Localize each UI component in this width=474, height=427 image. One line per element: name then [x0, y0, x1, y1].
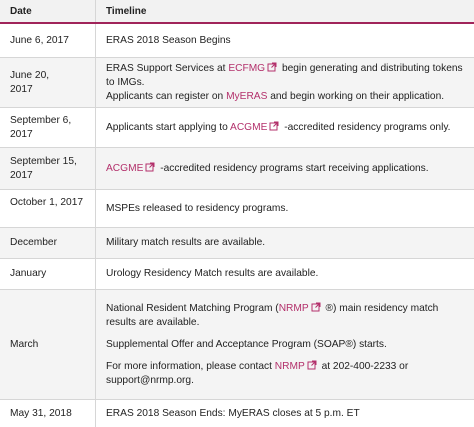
- event-paragraph: [106, 302, 466, 330]
- row-event: [96, 228, 474, 258]
- event-text: and begin working on their application.: [267, 90, 445, 102]
- table-row: [0, 190, 474, 228]
- row-date: October 1, 2017: [0, 190, 96, 227]
- event-text: ERAS Support Services at: [106, 62, 229, 74]
- table-row: [0, 24, 474, 58]
- event-paragraph: [106, 90, 466, 104]
- external-link-icon: [307, 360, 317, 370]
- date-line: 2017: [10, 83, 33, 95]
- timeline-column-header: Timeline: [106, 5, 147, 17]
- table-row: [0, 400, 474, 427]
- event-text: -accredited residency programs start receiving applications.: [157, 162, 429, 174]
- row-event: [96, 58, 474, 107]
- table-header: [0, 0, 474, 24]
- row-event: [96, 108, 474, 147]
- table-row: [0, 228, 474, 259]
- event-text: MSPEs released to residency programs.: [106, 202, 289, 214]
- event-text: ®) main residency match results are available.: [106, 302, 439, 328]
- external-link-icon: [311, 302, 321, 312]
- row-date: June 6, 2017: [0, 24, 96, 57]
- event-text: Applicants can register on: [106, 90, 227, 102]
- external-link-icon: [145, 162, 155, 172]
- external-link-icon: [269, 121, 279, 131]
- row-date: May 31, 2018: [0, 400, 96, 427]
- event-text: Supplemental Offer and Acceptance Program (SOAP®) starts.: [106, 338, 387, 350]
- event-text: begin generating and distributing tokens to IMGs.: [106, 62, 463, 88]
- table-row: [0, 259, 474, 290]
- date-line: September 15,: [10, 155, 77, 167]
- event-text: For more information, please contact: [106, 360, 275, 372]
- event-paragraph: [106, 62, 466, 90]
- date-column-header: Date: [0, 0, 96, 22]
- row-date: January: [0, 259, 96, 289]
- event-text: National Resident Matching Program (: [106, 302, 279, 314]
- event-paragraph: [106, 360, 466, 388]
- row-event: [96, 259, 474, 289]
- row-date: [0, 58, 96, 107]
- table-row: [0, 148, 474, 190]
- event-text: -accredited residency programs only.: [281, 121, 451, 133]
- acgme-link[interactable]: ACGME: [230, 121, 268, 133]
- event-text: ERAS 2018 Season Ends: MyERAS closes at 5 p.m. ET: [106, 407, 360, 419]
- table-row: [0, 108, 474, 148]
- row-event: [96, 190, 474, 227]
- table-row: [0, 58, 474, 108]
- nrmp-link[interactable]: NRMP: [274, 360, 305, 372]
- external-link-icon: [267, 62, 277, 72]
- row-event: [96, 290, 474, 399]
- row-event: [96, 148, 474, 189]
- date-line: 2017: [10, 169, 33, 181]
- myeras-link[interactable]: MyERAS: [226, 90, 268, 102]
- row-event: [96, 400, 474, 427]
- nrmp-link[interactable]: NRMP: [278, 302, 309, 314]
- row-date: March: [0, 290, 96, 399]
- row-date: [0, 108, 96, 147]
- acgme-link[interactable]: ACGME: [106, 162, 144, 174]
- event-text: Applicants start applying to: [106, 121, 231, 133]
- row-date: December: [0, 228, 96, 258]
- date-line: June 20,: [10, 69, 50, 81]
- row-event: [96, 24, 474, 57]
- event-paragraph: [106, 338, 466, 352]
- event-text: Military match results are available.: [106, 237, 266, 248]
- event-text: ERAS 2018 Season Begins: [106, 34, 231, 46]
- ecfmg-link[interactable]: ECFMG: [228, 62, 266, 74]
- event-text: at 202-400-2233 or support@nrmp.org.: [106, 360, 409, 386]
- date-line: 2017: [10, 128, 33, 140]
- date-line: September 6,: [10, 114, 72, 126]
- row-date: [0, 148, 96, 189]
- table-row: [0, 290, 474, 400]
- event-text: Urology Residency Match results are available.: [106, 268, 319, 279]
